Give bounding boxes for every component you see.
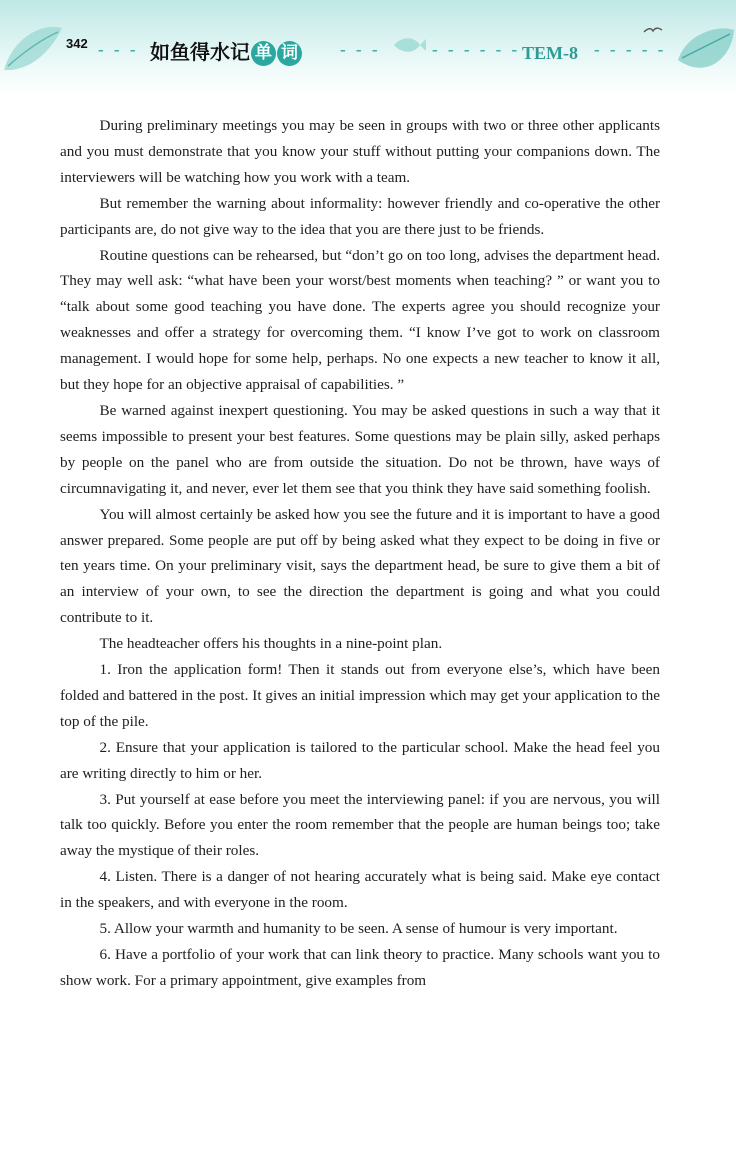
header-rule: - - - (340, 40, 381, 59)
book-title-text: 如鱼得水记 (150, 40, 250, 64)
list-item: 4. Listen. There is a danger of not hearing accurately what is being said. Make eye contact in the speakers, and with everyone in the room. (60, 868, 660, 912)
list-item: 3. Put yourself at ease before you meet the interviewing panel: if you are nervous, you will talk too quickly. Before you enter the room remember that the people are human beings too; take away the mystique of their roles. (60, 790, 660, 860)
paragraph: During preliminary meetings you may be seen in groups with two or three other applicants and you must demonstrate that you know your stuff without putting your companions down. The interviewers will be watching how you work with a team. (60, 117, 660, 186)
paragraph: You will almost certainly be asked how you see the future and it is important to have a good answer prepared. Some people are put off by being asked what they expect to be doing in five or ten years time. On your preliminary visit, says the department head, be sure to give them a bit of an interview of your own, to see the direction the department is going and what you could contribute to it. (60, 505, 660, 627)
bird-icon (642, 22, 664, 40)
paragraph: The headteacher offers his thoughts in a nine-point plan. (99, 635, 443, 653)
header-rule: - - - (98, 40, 139, 59)
list-item: 6. Have a portfolio of your work that can link theory to practice. Many schools want you to show work. For a primary appointment, give examples from (60, 946, 660, 989)
list-item: 5. Allow your warmth and humanity to be seen. A sense of humour is very important. (99, 920, 618, 938)
header-rule: - - - - - (594, 40, 667, 59)
paragraph: But remember the warning about informality: however friendly and co-operative the other participants are, do not give way to the idea that you are there just to be friends. (60, 194, 660, 238)
leaf-decoration-left (0, 10, 70, 90)
book-title-circle: 词 (277, 41, 302, 66)
book-title-circle: 单 (251, 41, 276, 66)
list-item: 1. Iron the application form! Then it stands out from everyone else’s, which have been folded and battered in the post. It gives an initial impression which may get your application to the top of the pile. (60, 661, 660, 730)
leaf-decoration-right (672, 20, 736, 90)
list-item: 2. Ensure that your application is tailored to the particular school. Make the head feel you are writing directly to him or her. (60, 738, 660, 782)
paragraph: Be warned against inexpert questioning. You may be asked questions in such a way that it seems impossible to present your best features. Some questions may be plain silly, asked perhaps by people on the panel who are from outside the situation. Do not be thrown, have ways of circumnavigating it, and never, ever let them see that you think they have said something foolish. (60, 401, 660, 497)
body-text (60, 113, 660, 994)
header-rule: - - - - - - (432, 40, 521, 59)
book-title (150, 36, 302, 66)
paragraph: Routine questions can be rehearsed, but “don’t go on too long, advises the department head. They may well ask: “what have been your worst/best moments when teaching? ” or want you to “talk about some good teaching you have done. The experts agree you should recognize your weaknesses and offer a strategy for overcoming them. “I know I’ve got to work on classroom management. I would hope for some help, perhaps. No one expects a new teacher to know it all, but they hope for an objective appraisal of capabilities. ” (60, 246, 660, 394)
fish-icon (392, 34, 426, 56)
page-number: 342 (66, 36, 88, 51)
series-label: TEM-8 (522, 43, 578, 63)
